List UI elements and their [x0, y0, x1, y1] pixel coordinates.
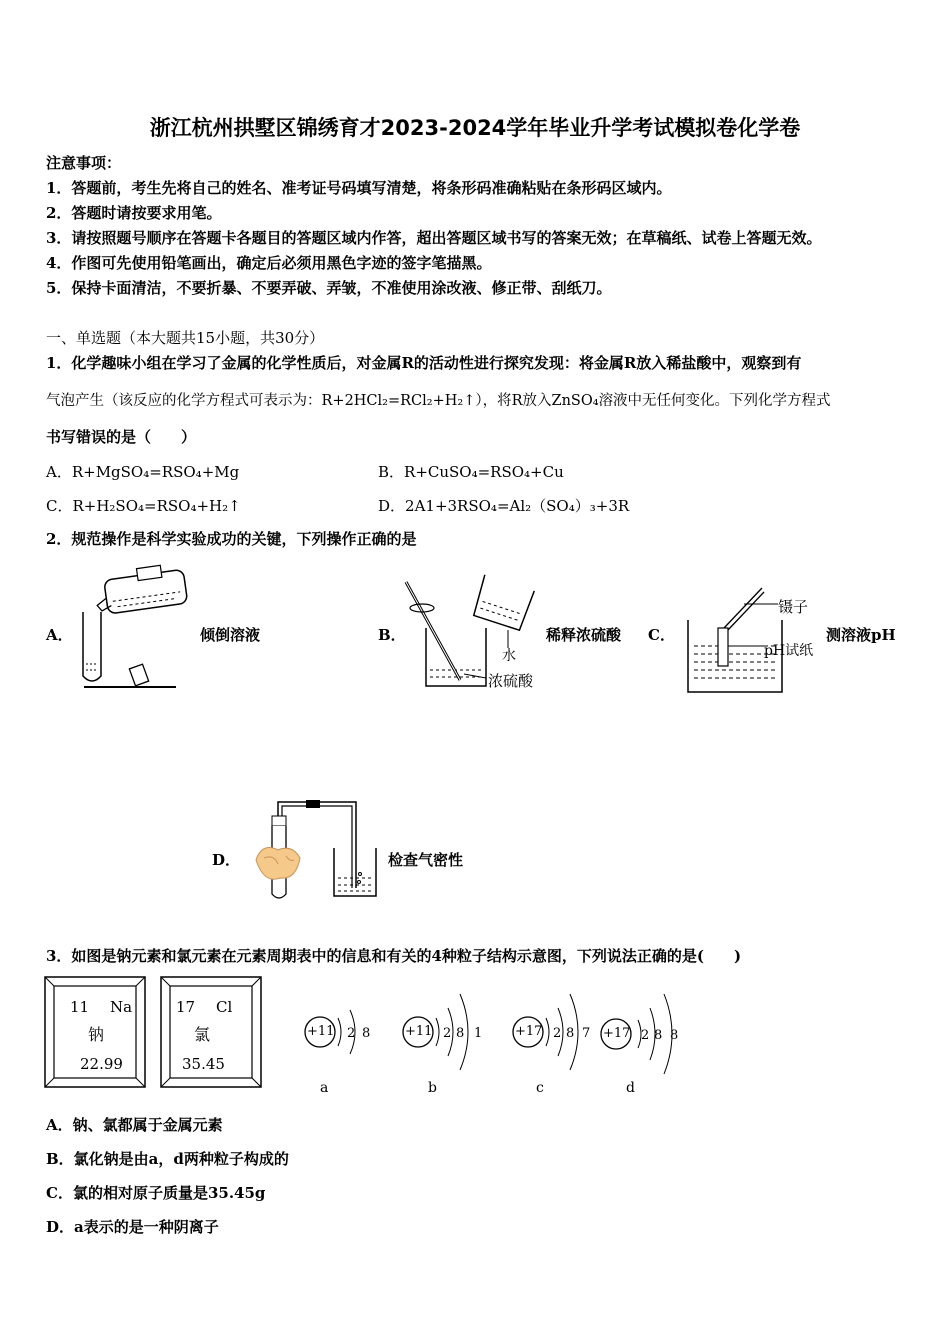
q1-option-d: D．2A1+3RSO₄=Al₂（SO₄）₃+3R	[378, 497, 630, 515]
q3-option-d: D．a表示的是一种阴离子	[46, 1218, 219, 1236]
particle-b-label: b	[428, 1080, 437, 1096]
q2-option-d-caption: 检查气密性	[388, 851, 464, 869]
na-atomic-number: 11	[70, 998, 90, 1016]
particle-c-shell: 7	[582, 1026, 591, 1041]
q1-option-c: C．R+H₂SO₄=RSO₄+H₂↑	[46, 497, 241, 515]
particle-b-shell: 2	[443, 1026, 452, 1041]
q2-option-b-caption: 稀释浓硫酸	[546, 626, 622, 644]
particle-d-shell: 8	[670, 1028, 679, 1043]
notice-item: 2．答题时请按要求用笔。	[46, 204, 222, 222]
q2-option-c-caption: 测溶液pH	[826, 626, 896, 644]
particle-b-nucleus: +11	[405, 1024, 433, 1039]
particle-d-shell: 2	[641, 1028, 650, 1043]
particle-a-shell: 8	[362, 1026, 371, 1041]
notice-item: 4．作图可先使用铅笔画出，确定后必须用黑色字迹的签字笔描黑。	[46, 254, 492, 272]
airtightness-check-diagram	[250, 798, 385, 902]
notice-heading: 注意事项：	[46, 154, 122, 172]
particle-c-shell: 8	[566, 1026, 575, 1041]
particle-c-nucleus: +17	[515, 1024, 543, 1039]
label-tweezers: 镊子	[778, 598, 809, 616]
notice-item: 3．请按照题号顺序在答题卡各题目的答题区域内作答，超出答题区域书写的答案无效；在草稿纸、试卷上答题无效。	[46, 229, 822, 247]
q3-option-a: A．钠、氯都属于金属元素	[46, 1116, 223, 1134]
particle-d-nucleus: +17	[603, 1026, 631, 1041]
cl-atomic-mass: 35.45	[182, 1055, 225, 1073]
particle-b-shell: 1	[474, 1026, 483, 1041]
q2-option-b-letter: B．	[378, 626, 406, 644]
cl-name: 氯	[194, 1025, 211, 1044]
na-name: 钠	[88, 1025, 105, 1044]
cl-atomic-number: 17	[176, 998, 196, 1016]
particle-a-shell: 2	[347, 1026, 356, 1041]
label-concentrated-acid: 浓硫酸	[488, 672, 534, 690]
q3-stem: 3．如图是钠元素和氯元素在元素周期表中的信息和有关的4种粒子结构示意图，下列说法正确的是( )	[46, 947, 742, 965]
q1-stem-line1: 1．化学趣味小组在学习了金属的化学性质后，对金属R的活动性进行探究发现：将金属R放入稀盐酸中，观察到有	[46, 354, 802, 372]
q2-option-a-caption: 倾倒溶液	[200, 626, 261, 644]
label-ph-paper: pH试纸	[764, 643, 814, 659]
particle-d-shell: 8	[654, 1028, 663, 1043]
notice-item: 1．答题前，考生先将自己的姓名、准考证号码填写清楚，将条形码准确粘贴在条形码区域内。	[46, 179, 672, 197]
q2-option-d-letter: D．	[212, 851, 241, 869]
q2-option-a-letter: A．	[46, 626, 73, 644]
particle-a-label: a	[320, 1080, 329, 1096]
cl-symbol: Cl	[216, 998, 233, 1016]
q3-option-b: B．氯化钠是由a，d两种粒子构成的	[46, 1150, 289, 1168]
na-symbol: Na	[110, 998, 133, 1016]
pouring-liquid-diagram	[76, 564, 196, 694]
particle-c-label: c	[536, 1080, 544, 1096]
q2-stem: 2．规范操作是科学实验成功的关键，下列操作正确的是	[46, 530, 417, 548]
page-title: 浙江杭州拱墅区锦绣育才2023-2024学年毕业升学考试模拟卷化学卷	[149, 116, 801, 140]
particle-a-nucleus: +11	[307, 1024, 335, 1039]
particle-d-label: d	[626, 1080, 635, 1096]
q1-stem-line2: 气泡产生（该反应的化学方程式可表示为：R+2HCl₂=RCl₂+H₂↑），将R放入ZnSO₄溶液中无任何变化。下列化学方程式	[46, 393, 831, 409]
q1-option-b: B．R+CuSO₄=RSO₄+Cu	[378, 463, 564, 481]
q1-stem-line3: 书写错误的是（ ）	[46, 428, 197, 446]
label-water: 水	[502, 648, 516, 664]
particle-b-shell: 8	[456, 1026, 465, 1041]
section-heading: 一、单选题（本大题共15小题，共30分）	[46, 329, 325, 347]
particle-c-shell: 2	[553, 1026, 562, 1041]
q1-option-a: A．R+MgSO₄=RSO₄+Mg	[46, 463, 240, 481]
q2-option-c-letter: C．	[648, 626, 675, 644]
na-atomic-mass: 22.99	[80, 1055, 123, 1073]
notice-item: 5．保持卡面清洁，不要折暴、不要弄破、弄皱，不准使用涂改液、修正带、刮纸刀。	[46, 279, 612, 297]
q3-option-c: C．氯的相对原子质量是35.45g	[46, 1184, 266, 1202]
